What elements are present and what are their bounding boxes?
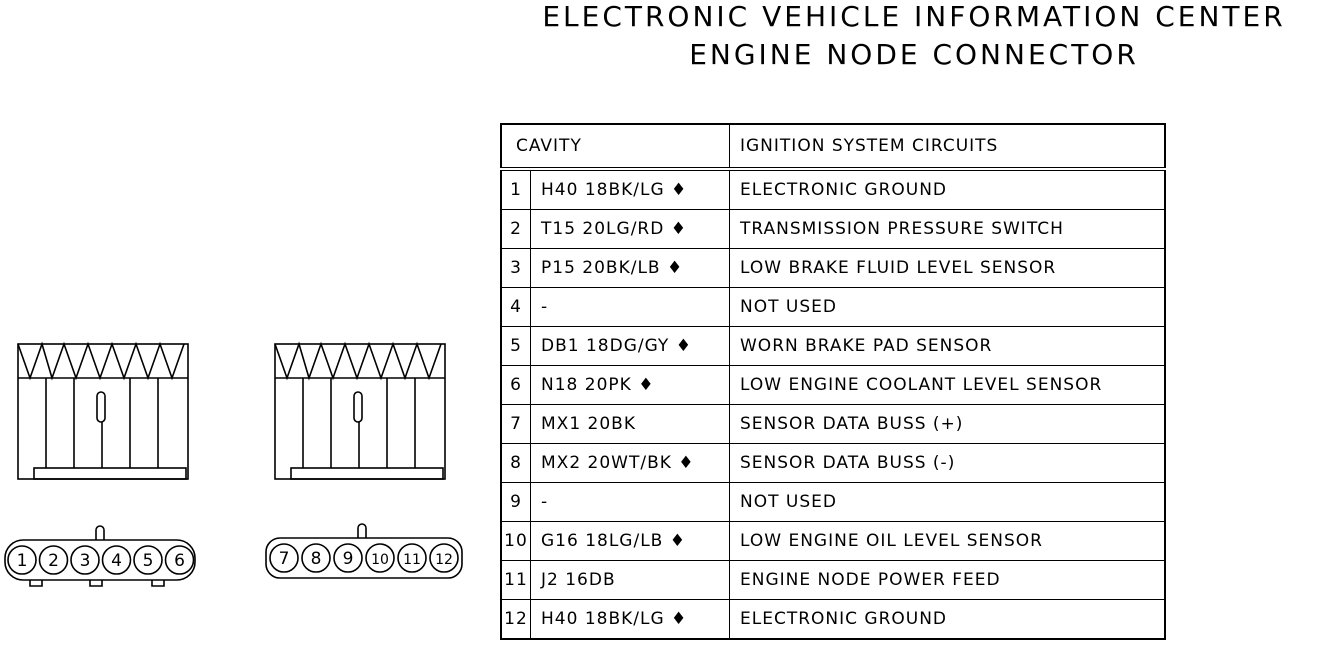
cavity-cell: 2 xyxy=(501,210,531,249)
header-cavity: CAVITY xyxy=(501,124,730,169)
right-connector-body xyxy=(275,344,445,479)
wire-cell: J2 16DB xyxy=(531,561,730,600)
table-row xyxy=(501,600,1165,640)
diagram-subtitle: ENGINE NODE CONNECTOR xyxy=(689,38,1139,71)
cavity-cell: 6 xyxy=(501,366,531,405)
table-row xyxy=(501,288,1165,327)
wire-cell: H40 18BK/LG ♦ xyxy=(531,600,730,640)
cavity-cell: 4 xyxy=(501,288,531,327)
cavity-cell: 7 xyxy=(501,405,531,444)
wire-cell: T15 20LG/RD ♦ xyxy=(531,210,730,249)
table-header-row xyxy=(501,124,1165,169)
wire-cell: - xyxy=(531,288,730,327)
pin-4-label: 4 xyxy=(111,551,122,571)
cavity-cell: 12 xyxy=(501,600,531,640)
table-row xyxy=(501,483,1165,522)
pin-5-label: 5 xyxy=(142,551,154,571)
cavity-cell: 3 xyxy=(501,249,531,288)
pin-6-label: 6 xyxy=(174,551,185,571)
wire-cell: H40 18BK/LG ♦ xyxy=(531,169,730,210)
table-row xyxy=(501,249,1165,288)
cavity-cell: 1 xyxy=(501,169,531,210)
circuits-table xyxy=(500,123,1166,640)
circuit-description-cell: NOT USED xyxy=(730,288,1166,327)
wire-cell: P15 20BK/LB ♦ xyxy=(531,249,730,288)
wire-cell: - xyxy=(531,483,730,522)
connector-diagrams xyxy=(0,330,500,656)
table-row xyxy=(501,561,1165,600)
pin-1-label: 1 xyxy=(16,551,28,571)
header-circuits: IGNITION SYSTEM CIRCUITS xyxy=(730,124,1166,169)
pin-10-label: 10 xyxy=(371,552,389,568)
wire-cell: N18 20PK ♦ xyxy=(531,366,730,405)
pin-3-label: 3 xyxy=(79,551,91,571)
pin-7-label: 7 xyxy=(278,549,290,569)
table-row xyxy=(501,522,1165,561)
pin-2-label: 2 xyxy=(48,551,59,571)
wire-cell: MX2 20WT/BK ♦ xyxy=(531,444,730,483)
pin-11-label: 11 xyxy=(403,552,421,568)
cavity-cell: 9 xyxy=(501,483,531,522)
circuit-description-cell: TRANSMISSION PRESSURE SWITCH xyxy=(730,210,1166,249)
circuit-description-cell: LOW ENGINE OIL LEVEL SENSOR xyxy=(730,522,1166,561)
circuit-description-cell: SENSOR DATA BUSS (-) xyxy=(730,444,1166,483)
pin-8-label: 8 xyxy=(310,549,322,569)
circuit-description-cell: NOT USED xyxy=(730,483,1166,522)
wire-cell: G16 18LG/LB ♦ xyxy=(531,522,730,561)
cavity-cell: 10 xyxy=(501,522,531,561)
circuit-description-cell: ENGINE NODE POWER FEED xyxy=(730,561,1166,600)
diagram-title: ELECTRONIC VEHICLE INFORMATION CENTER xyxy=(542,0,1286,33)
table-row xyxy=(501,210,1165,249)
wire-cell: MX1 20BK xyxy=(531,405,730,444)
table-row xyxy=(501,169,1165,210)
table-row xyxy=(501,444,1165,483)
table-row xyxy=(501,366,1165,405)
wire-cell: DB1 18DG/GY ♦ xyxy=(531,327,730,366)
circuit-description-cell: LOW BRAKE FLUID LEVEL SENSOR xyxy=(730,249,1166,288)
circuit-description-cell: ELECTRONIC GROUND xyxy=(730,600,1166,640)
pin-12-label: 12 xyxy=(435,552,453,568)
circuit-description-cell: WORN BRAKE PAD SENSOR xyxy=(730,327,1166,366)
left-connector-body xyxy=(18,344,188,479)
cavity-cell: 11 xyxy=(501,561,531,600)
pin-9-label: 9 xyxy=(342,549,354,569)
table-row xyxy=(501,327,1165,366)
circuit-description-cell: SENSOR DATA BUSS (+) xyxy=(730,405,1166,444)
table-row xyxy=(501,405,1165,444)
cavity-cell: 8 xyxy=(501,444,531,483)
circuit-description-cell: LOW ENGINE COOLANT LEVEL SENSOR xyxy=(730,366,1166,405)
circuit-description-cell: ELECTRONIC GROUND xyxy=(730,169,1166,210)
cavity-cell: 5 xyxy=(501,327,531,366)
